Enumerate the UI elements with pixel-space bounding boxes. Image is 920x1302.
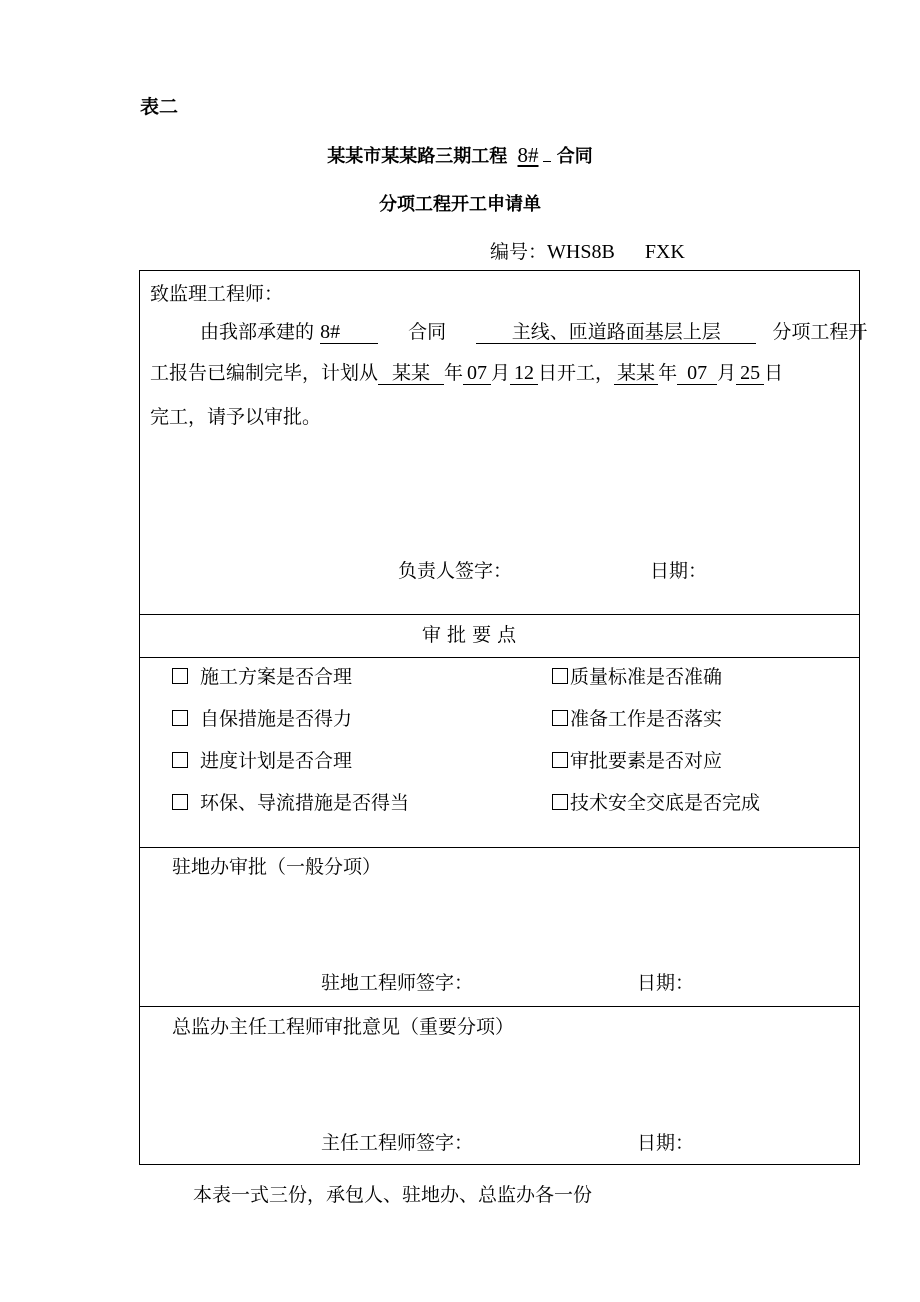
checklist-label: 施工方案是否合理 bbox=[200, 666, 353, 688]
line1-text-a: 由我部承建的 bbox=[200, 321, 315, 343]
checklist-item-right-3[interactable] bbox=[552, 746, 722, 773]
applicant-date-label: 日期： bbox=[650, 560, 708, 582]
checklist-item-right-2[interactable] bbox=[552, 704, 722, 731]
checkbox[interactable] bbox=[552, 668, 568, 684]
start-month-field: 07 bbox=[463, 362, 491, 385]
line1-text-c: 分项工程开 bbox=[772, 321, 868, 343]
checklist-item-left-2[interactable] bbox=[172, 704, 352, 731]
end-day-field: 25 bbox=[736, 362, 764, 385]
checklist-item-left-1[interactable] bbox=[172, 662, 352, 689]
checklist-label: 审批要素是否对应 bbox=[570, 750, 723, 772]
start-month-char: 月 bbox=[491, 362, 511, 384]
checkbox[interactable] bbox=[172, 794, 188, 810]
serial-code-1: WHS8B bbox=[547, 241, 615, 263]
line2-text-b: 日开工， bbox=[538, 362, 615, 384]
document-label: 表二 bbox=[140, 96, 179, 118]
chief-engineer-signature-label: 主任工程师签字： bbox=[321, 1132, 474, 1154]
checkbox[interactable] bbox=[172, 710, 188, 726]
contract-number-field: 8# bbox=[320, 321, 378, 344]
start-year-field: 某某 bbox=[378, 363, 444, 385]
checkbox[interactable] bbox=[172, 752, 188, 768]
form-title bbox=[0, 142, 920, 168]
application-line-2 bbox=[150, 358, 783, 385]
resident-date-label: 日期： bbox=[637, 972, 695, 994]
resident-engineer-signature-label: 驻地工程师签字： bbox=[321, 972, 474, 994]
checkbox[interactable] bbox=[172, 668, 188, 684]
title-contract-number: 8# bbox=[517, 143, 539, 167]
divider bbox=[140, 657, 859, 658]
checklist-item-right-1[interactable] bbox=[552, 662, 722, 689]
checklist-label: 技术安全交底是否完成 bbox=[570, 792, 761, 814]
serial-number bbox=[490, 237, 685, 264]
checkbox[interactable] bbox=[552, 710, 568, 726]
application-line-1 bbox=[200, 317, 867, 344]
checklist-label: 进度计划是否合理 bbox=[200, 750, 353, 772]
checklist-item-left-3[interactable] bbox=[172, 746, 352, 773]
start-year-char: 年 bbox=[444, 362, 464, 384]
divider bbox=[140, 847, 859, 848]
line2-text-a: 工报告已编制完毕，计划从 bbox=[150, 362, 379, 384]
checklist-label: 质量标准是否准确 bbox=[570, 666, 723, 688]
application-form-table bbox=[139, 270, 868, 1165]
footer-note: 本表一式三份，承包人、驻地办、总监办各一份 bbox=[193, 1184, 593, 1206]
divider bbox=[140, 614, 859, 615]
serial-label: 编号： bbox=[490, 241, 548, 263]
checklist-item-left-4[interactable] bbox=[172, 788, 409, 815]
chief-date-label: 日期： bbox=[637, 1132, 695, 1154]
form-subtitle: 分项工程开工申请单 bbox=[379, 194, 541, 215]
applicant-signature-label: 负责人签字： bbox=[398, 560, 513, 582]
end-month-char: 月 bbox=[717, 362, 737, 384]
end-year-field: 某某 bbox=[614, 363, 658, 385]
chief-approval-title: 总监办主任工程师审批意见（重要分项） bbox=[172, 1016, 515, 1038]
end-day-char: 日 bbox=[764, 362, 784, 384]
divider bbox=[140, 1006, 859, 1007]
approval-points-header: 审 批 要 点 bbox=[422, 624, 517, 646]
start-day-field: 12 bbox=[510, 362, 538, 385]
checklist-label: 准备工作是否落实 bbox=[570, 708, 723, 730]
resident-approval-title: 驻地办审批（一般分项） bbox=[172, 856, 382, 878]
end-month-field: 07 bbox=[677, 362, 717, 385]
addressee: 致监理工程师： bbox=[150, 283, 284, 305]
title-project: 某某市某某路三期工程 bbox=[327, 146, 508, 167]
application-line-3: 完工，请予以审批。 bbox=[150, 406, 322, 428]
end-year-char: 年 bbox=[658, 362, 678, 384]
line1-text-b: 合同 bbox=[408, 321, 447, 343]
subitem-name-field: 主线、匝道路面基层上层 bbox=[476, 322, 756, 344]
serial-code-2: FXK bbox=[644, 241, 685, 263]
checkbox[interactable] bbox=[552, 752, 568, 768]
checklist-item-right-4[interactable] bbox=[552, 788, 760, 815]
checklist-label: 环保、导流措施是否得当 bbox=[200, 792, 410, 814]
checklist-label: 自保措施是否得力 bbox=[200, 708, 353, 730]
title-suffix: 合同 bbox=[556, 146, 593, 167]
checkbox[interactable] bbox=[552, 794, 568, 810]
